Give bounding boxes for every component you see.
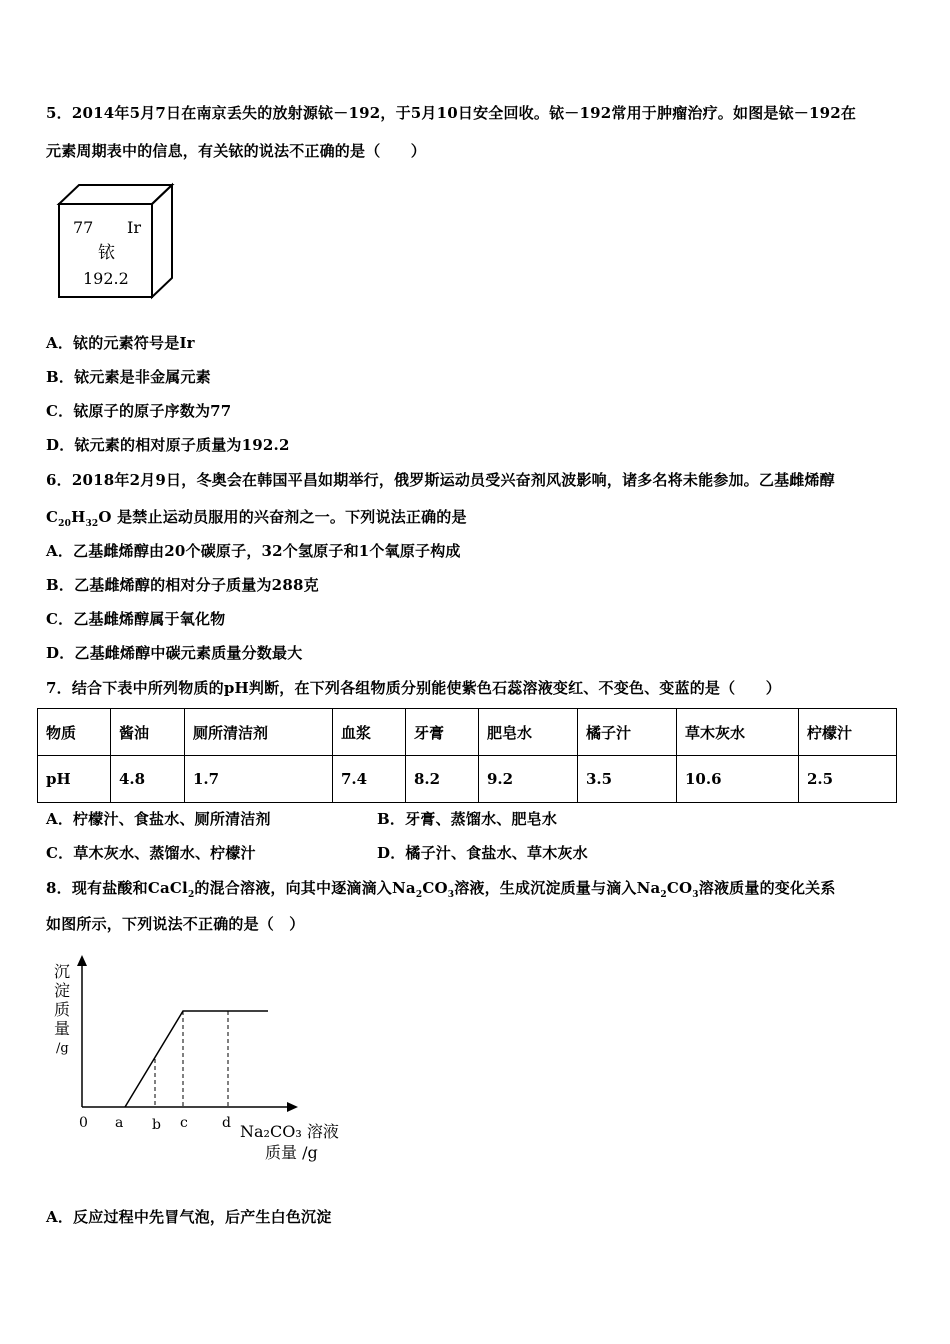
q5-stem: 5．2014年5月7日在南京丢失的放射源铱－192，于5月10日安全回收。铱－192常用于肿瘤治疗。如图是铱－192在 xyxy=(46,104,857,122)
table-row xyxy=(38,756,897,803)
table-cell: 厕所清洁剂 xyxy=(185,709,333,756)
q5-stem-2: 元素周期表中的信息，有关铱的说法不正确的是（ ） xyxy=(46,142,427,160)
table-cell: pH xyxy=(38,756,111,803)
table-cell: 酱油 xyxy=(111,709,185,756)
q6-option-c: C．乙基雌烯醇属于氧化物 xyxy=(46,610,226,628)
tick-label: a xyxy=(115,1115,124,1131)
q8-option-a: A．反应过程中先冒气泡，后产生白色沉淀 xyxy=(46,1208,332,1226)
q6-option-d: D．乙基雌烯醇中碳元素质量分数最大 xyxy=(46,644,303,662)
q6-option-b: B．乙基雌烯醇的相对分子质量为288克 xyxy=(46,576,319,594)
q5-option-a: A．铱的元素符号是Ir xyxy=(46,334,195,352)
ph-table xyxy=(37,708,897,803)
tick-label: 0 xyxy=(79,1115,88,1131)
table-cell: 1.7 xyxy=(185,756,333,803)
element-symbol: Ir xyxy=(127,218,141,237)
atomic-mass: 192.2 xyxy=(83,269,129,288)
q5-option-d: D．铱元素的相对原子质量为192.2 xyxy=(46,436,290,454)
q6-option-a: A．乙基雌烯醇由20个碳原子，32个氢原子和1个氧原子构成 xyxy=(46,542,461,560)
table-cell: 牙膏 xyxy=(406,709,479,756)
y-label: /g xyxy=(56,1041,69,1056)
element-name: 铱 xyxy=(98,243,115,263)
x-label: Na₂CO₃ 溶液 xyxy=(240,1122,339,1141)
q7-option-b: B．牙膏、蒸馏水、肥皂水 xyxy=(377,810,558,828)
q5-option-c: C．铱原子的原子序数为77 xyxy=(46,402,232,420)
q7-option-d: D．橘子汁、食盐水、草木灰水 xyxy=(377,844,588,862)
q6-stem: 6．2018年2月9日，冬奥会在韩国平昌如期举行，俄罗斯运动员受兴奋剂风波影响，诸多名将未能参加。乙基雌烯醇 xyxy=(46,471,835,489)
y-arrow-icon xyxy=(77,955,87,966)
q8-stem: 8．现有盐酸和CaCl$_2$的混合溶液，向其中逐滴滴入$Na_2CO_3$溶液，生成沉淀质量与滴入$Na_2CO_3$溶液质量的变化关系 xyxy=(46,879,836,900)
x-arrow-icon xyxy=(287,1102,298,1112)
y-label: 质 xyxy=(54,1000,71,1019)
precipitate-graph xyxy=(40,950,370,1170)
table-row xyxy=(38,709,897,756)
table-cell: 7.4 xyxy=(333,756,406,803)
q7-stem: 7．结合下表中所列物质的pH判断，在下列各组物质分别能使紫色石蕊溶液变红、不变色、变蓝的是（ ） xyxy=(46,679,781,697)
table-cell: 柠檬汁 xyxy=(799,709,897,756)
table-cell: 橘子汁 xyxy=(578,709,677,756)
y-label: 淀 xyxy=(54,981,71,1000)
table-cell: 4.8 xyxy=(111,756,185,803)
q7-option-c: C．草木灰水、蒸馏水、柠檬汁 xyxy=(46,844,256,862)
y-label: 量 xyxy=(54,1019,71,1038)
element-card xyxy=(55,180,180,302)
curve xyxy=(125,1011,268,1107)
y-label: 沉 xyxy=(54,962,71,981)
table-cell: 血浆 xyxy=(333,709,406,756)
table-cell: 8.2 xyxy=(406,756,479,803)
table-cell: 物质 xyxy=(38,709,111,756)
table-cell: 9.2 xyxy=(479,756,578,803)
tick-label: d xyxy=(222,1115,231,1131)
tick-label: b xyxy=(152,1117,161,1133)
table-cell: 草木灰水 xyxy=(677,709,799,756)
q7-option-a: A．柠檬汁、食盐水、厕所清洁剂 xyxy=(46,810,271,828)
x-label: 质量 /g xyxy=(265,1143,318,1162)
table-cell: 10.6 xyxy=(677,756,799,803)
tick-label: c xyxy=(180,1115,188,1131)
table-cell: 2.5 xyxy=(799,756,897,803)
atomic-number: 77 xyxy=(73,218,94,237)
q6-stem-2: $C_{20}H_{32}O$ 是禁止运动员服用的兴奋剂之一。下列说法正确的是 xyxy=(46,508,467,529)
table-cell: 3.5 xyxy=(578,756,677,803)
table-cell: 肥皂水 xyxy=(479,709,578,756)
q8-stem-2: 如图所示，下列说法不正确的是（ ） xyxy=(46,915,305,933)
q5-option-b: B．铱元素是非金属元素 xyxy=(46,368,211,386)
